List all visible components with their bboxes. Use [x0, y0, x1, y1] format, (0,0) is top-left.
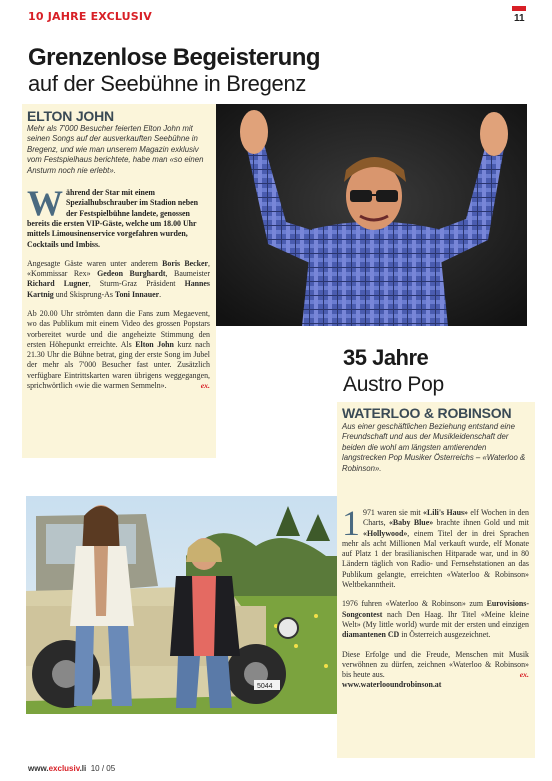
elton-john-kicker: ELTON JOHN	[27, 108, 114, 124]
waterloo-robinson-photo	[26, 496, 337, 714]
elton-john-intro: Mehr als 7'000 Besucher feierten Elton John mit seinen Songs auf der ausverkauften Seebühne in Bregenz, und wie man unserem Magazin exklusiv vom Festspielhaus berichtete, habe man «so einen Ansturm noch nie erlebt».	[27, 124, 204, 175]
waterloo-robinson-kicker: WATERLOO & ROBINSON	[342, 405, 512, 421]
dropcap-w: W	[27, 183, 63, 224]
page-number	[512, 6, 532, 26]
guest-list-paragraph: Angesagte Gäste waren unter anderem Boris Becker, «Kommissar Rex» Gedeon Burghardt, Baumeister Richard Lugner, Sturm-Graz Präsident Hannes Kartnig und Skisprung-As Toni Innauer.	[27, 258, 210, 299]
dropcap-1: 1	[342, 503, 360, 543]
elton-john-text-box	[22, 104, 216, 458]
footer	[28, 764, 115, 773]
waterloo-robinson-intro: Aus einer geschäftlichen Beziehung entstand eine Freundschaft und aus der Musikleidenschaft der beiden die wohl am längsten amtierenden langstrecken Pop Musiker Österreichs – «Waterloo & Robinson».	[342, 422, 526, 473]
elton-john-photo	[216, 104, 527, 326]
article-title: Grenzenlose Begeisterung	[28, 44, 321, 71]
austro-pop-title: 35 Jahre	[343, 345, 429, 370]
footer-url[interactable]: www.exclusiv.li	[28, 764, 87, 773]
concert-paragraph: Ab 20.00 Uhr strömten dann die Fans zum Megaevent, wo das Publikum mit einem Video des grossen Popstars vorbereitet wurde und die angeheizte Stimmung den ersten Höhepunkt erreichte. Als Elton John kurz nach 21.30 Uhr die Bühne betrat, ging der erste Song im Jubel der mehr als 7'000 Besucher fast unter. Zusätzlich verfügbare Eintrittskarten waren übrigens weggegangen, sprichwörtlich «wie die warmen Semmeln». ex.	[27, 309, 210, 391]
svg-text:5044: 5044	[257, 683, 273, 690]
page-number-accent	[512, 6, 526, 11]
waterloo-robinson-text-box	[337, 500, 535, 758]
waterloo-website-link[interactable]: www.waterlooundrobinson.at	[342, 680, 442, 690]
page-number-text: 11	[514, 13, 525, 24]
section-label: 10 JAHRE EXCLUSIV	[28, 10, 152, 23]
article-subtitle: auf der Seebühne in Bregenz	[28, 71, 307, 96]
footer-issue: 10 / 05	[90, 764, 116, 773]
closing-paragraph: Diese Erfolge und die Freude, Menschen mit Musik verwöhnen zu dürfen, zeichnen «Waterloo & Robinson» bis heute aus. ex.	[342, 649, 529, 680]
history-paragraph: 1 971 waren sie mit «Lili's Haus» elf Wochen in den Charts, «Baby Blue» brachte ihnen Gold und mit «Hollywood», einem Titel der in drei Sprachen mehr als acht Millionen Mal verkauft wurde, elf Monate auf Platz 1 der brasilianischen Hitparade war, und in 80 Ländern täglich von Radio- und Fernsehstationen an das Publikum gelangte, erreichten «Waterloo & Robinson» Weltbekanntheit.	[342, 503, 529, 590]
sign-ex: ex.	[200, 381, 210, 391]
elton-john-lead-paragraph	[27, 183, 210, 250]
sign-ex-2: ex.	[519, 670, 529, 680]
eurovision-paragraph: 1976 fuhren «Waterloo & Robinson» zum Eurovisions-Songcontest nach Den Haag. Ihr Titel «Meine kleine Welt» (My little world) wurde mit der ersten und einzigen diamantenen CD in Österreich ausgezeichnet.	[342, 599, 529, 640]
waterloo-robinson-intro-box	[337, 402, 535, 500]
lead-text: ährend der Star mit einem Spezialhubschrauber im Stadion neben der Festspielbühne landete, genossen bereits die ersten VIP-Gäste, welche um 18.00 Uhr mittels Limousinenservice vorgefahren wurden, Cocktails und Imbiss.	[27, 188, 199, 249]
austro-pop-subtitle: Austro Pop	[343, 373, 444, 396]
